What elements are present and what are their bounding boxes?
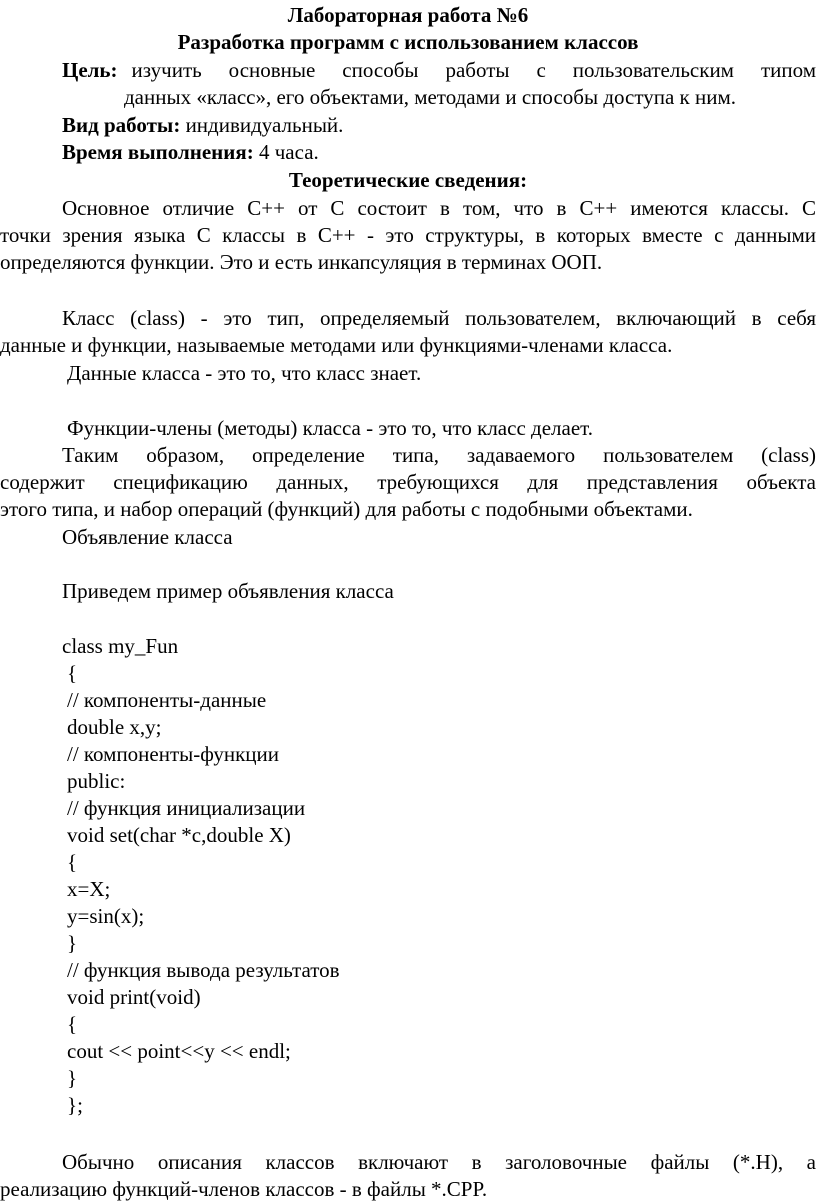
code-line: class my_Fun [62, 634, 179, 658]
paragraph-5-line-3: этого типа, и набор операций (функций) для работы с подобными объектами. [0, 497, 693, 521]
paragraph-1-line-3: определяются функции. Это и есть инкапсуляция в терминах ООП. [0, 250, 603, 274]
code-line: y=sin(x); [67, 904, 145, 928]
lab-title: Лабораторная работа №6 [287, 3, 529, 27]
code-line: void print(void) [67, 985, 201, 1009]
paragraph-5-line-2: содержит спецификацию данных, требующихся для представления объекта [0, 470, 816, 494]
paragraph-8-line-2: реализацию функций-членов классов - в файлы *.CPP. [0, 1177, 488, 1201]
theory-heading: Теоретические сведения: [288, 168, 528, 192]
paragraph-1-line-1: Основное отличие С++ от С состоит в том, что в С++ имеются классы. С [62, 196, 816, 220]
paragraph-8-line-1: Обычно описания классов включают в заголовочные файлы (*.H), а [62, 1150, 816, 1174]
work-type-label: Вид работы: [62, 113, 181, 137]
goal-line-1 [62, 57, 816, 84]
paragraph-2-line-1: Класс (class) - это тип, определяемый пользователем, включающий в себя [62, 306, 816, 330]
goal-label: Цель: [62, 58, 118, 82]
code-line: // компоненты-данные [67, 688, 267, 712]
duration-label: Время выполнения: [62, 140, 254, 164]
code-line: } [67, 1066, 78, 1090]
goal-text-1: изучить основные способы работы с пользовательским типом [131, 58, 816, 82]
paragraph-4: Функции-члены (методы) класса - это то, что класс делает. [67, 416, 593, 440]
paragraph-7: Приведем пример объявления класса [62, 579, 394, 603]
code-line: { [67, 661, 78, 685]
work-type-value: индивидуальный. [185, 113, 344, 137]
work-type [62, 112, 343, 139]
paragraph-3: Данные класса - это то, что класс знает. [67, 361, 422, 385]
paragraph-6: Объявление класса [62, 525, 233, 549]
code-line: { [67, 850, 78, 874]
paragraph-2-line-2: данные и функции, называемые методами или функциями-членами класса. [0, 333, 673, 357]
code-line: }; [67, 1093, 83, 1117]
code-line: void set(char *c,double X) [67, 823, 291, 847]
code-line: // функция инициализации [67, 796, 306, 820]
code-line: // компоненты-функции [67, 742, 279, 766]
code-line: { [67, 1012, 78, 1036]
goal-line-2: данных «класс», его объектами, методами и способы доступа к ним. [124, 85, 737, 109]
code-line: // функция вывода результатов [67, 958, 340, 982]
code-line: x=X; [67, 877, 111, 901]
duration-value: 4 часа. [259, 140, 319, 164]
lab-subtitle: Разработка программ с использованием классов [177, 30, 639, 54]
code-line: } [67, 931, 78, 955]
duration [62, 139, 319, 166]
paragraph-5-line-1: Таким образом, определение типа, задаваемого пользователем (class) [62, 443, 816, 467]
code-line: cout << point<<y << endl; [67, 1039, 291, 1063]
paragraph-1-line-2: точки зрения языка С классы в С++ - это структуры, в которых вместе с данными [0, 223, 816, 247]
code-line: public: [67, 769, 126, 793]
code-line: double x,y; [67, 715, 162, 739]
